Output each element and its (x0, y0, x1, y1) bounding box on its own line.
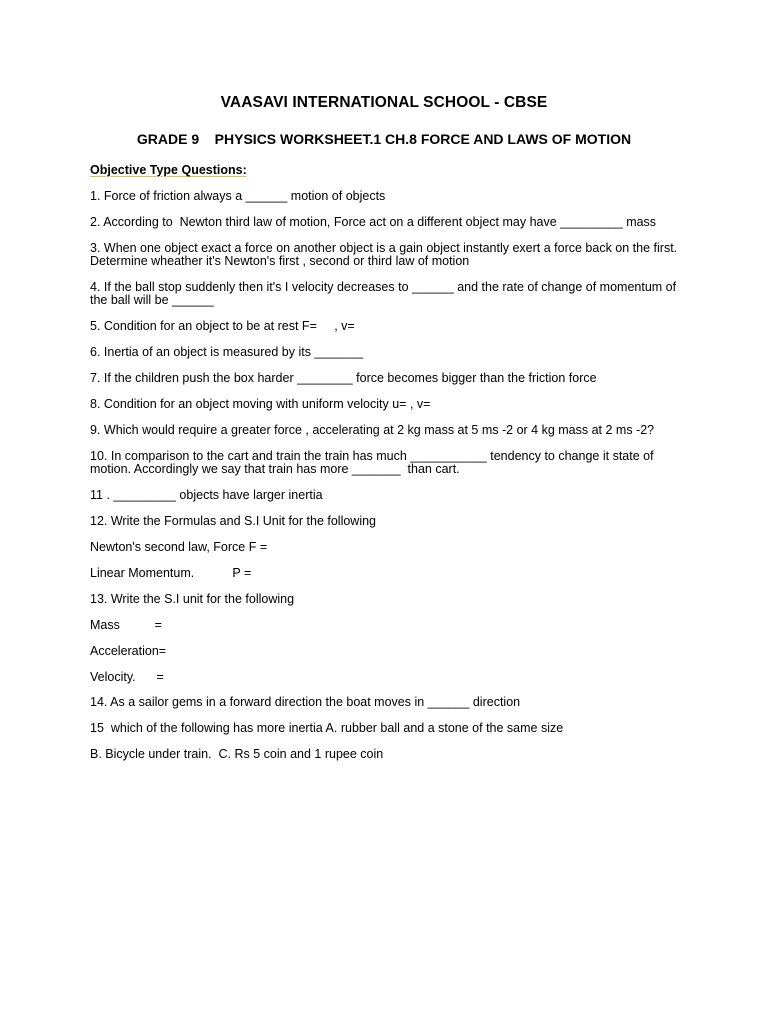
worksheet-title: GRADE 9 PHYSICS WORKSHEET.1 CH.8 FORCE AND LAWS OF MOTION (136, 131, 632, 147)
school-title: VAASAVI INTERNATIONAL SCHOOL - CBSE (220, 94, 548, 111)
question-2: 2. According to Newton third law of motion, Force act on a different object may have _________ mass (90, 215, 657, 229)
question-15-options: B. Bicycle under train. C. Rs 5 coin and 1 rupee coin (90, 747, 384, 761)
unit-mass: Mass = (90, 618, 162, 632)
question-6: 6. Inertia of an object is measured by its _______ (90, 345, 364, 359)
formula-force: Newton's second law, Force F = (90, 540, 268, 554)
question-5: 5. Condition for an object to be at rest F= , v= (90, 319, 355, 333)
question-1: 1. Force of friction always a ______ motion of objects (90, 189, 386, 203)
question-13: 13. Write the S.I unit for the following (90, 592, 295, 606)
question-11: 11 . _________ objects have larger inertia (90, 488, 323, 502)
question-14: 14. As a sailor gems in a forward direction the boat moves in ______ direction (90, 695, 521, 709)
question-7: 7. If the children push the box harder ________ force becomes bigger than the friction force (90, 371, 597, 385)
question-3: 3. When one object exact a force on another object is a gain object instantly exert a force back on the first. Determine wheather it's Newton's first , second or third law of motion (90, 241, 681, 268)
question-9: 9. Which would require a greater force , accelerating at 2 kg mass at 5 ms -2 or 4 kg mass at 2 ms -2? (90, 423, 655, 437)
formula-momentum: Linear Momentum. P = (90, 566, 252, 580)
question-12: 12. Write the Formulas and S.I Unit for the following (90, 514, 377, 528)
question-15: 15 which of the following has more inertia A. rubber ball and a stone of the same size (90, 721, 564, 735)
unit-acceleration: Acceleration= (90, 644, 167, 658)
unit-velocity: Velocity. = (90, 670, 164, 684)
section-heading: Objective Type Questions: (90, 163, 247, 177)
question-8: 8. Condition for an object moving with uniform velocity u= , v= (90, 397, 431, 411)
question-4: 4. If the ball stop suddenly then it's I velocity decreases to ______ and the rate of change of momentum of the ball will be ______ (90, 280, 680, 307)
question-10: 10. In comparison to the cart and train the train has much ___________ tendency to change it state of motion. Accordingly we say that train has more _______ than cart. (90, 449, 658, 476)
